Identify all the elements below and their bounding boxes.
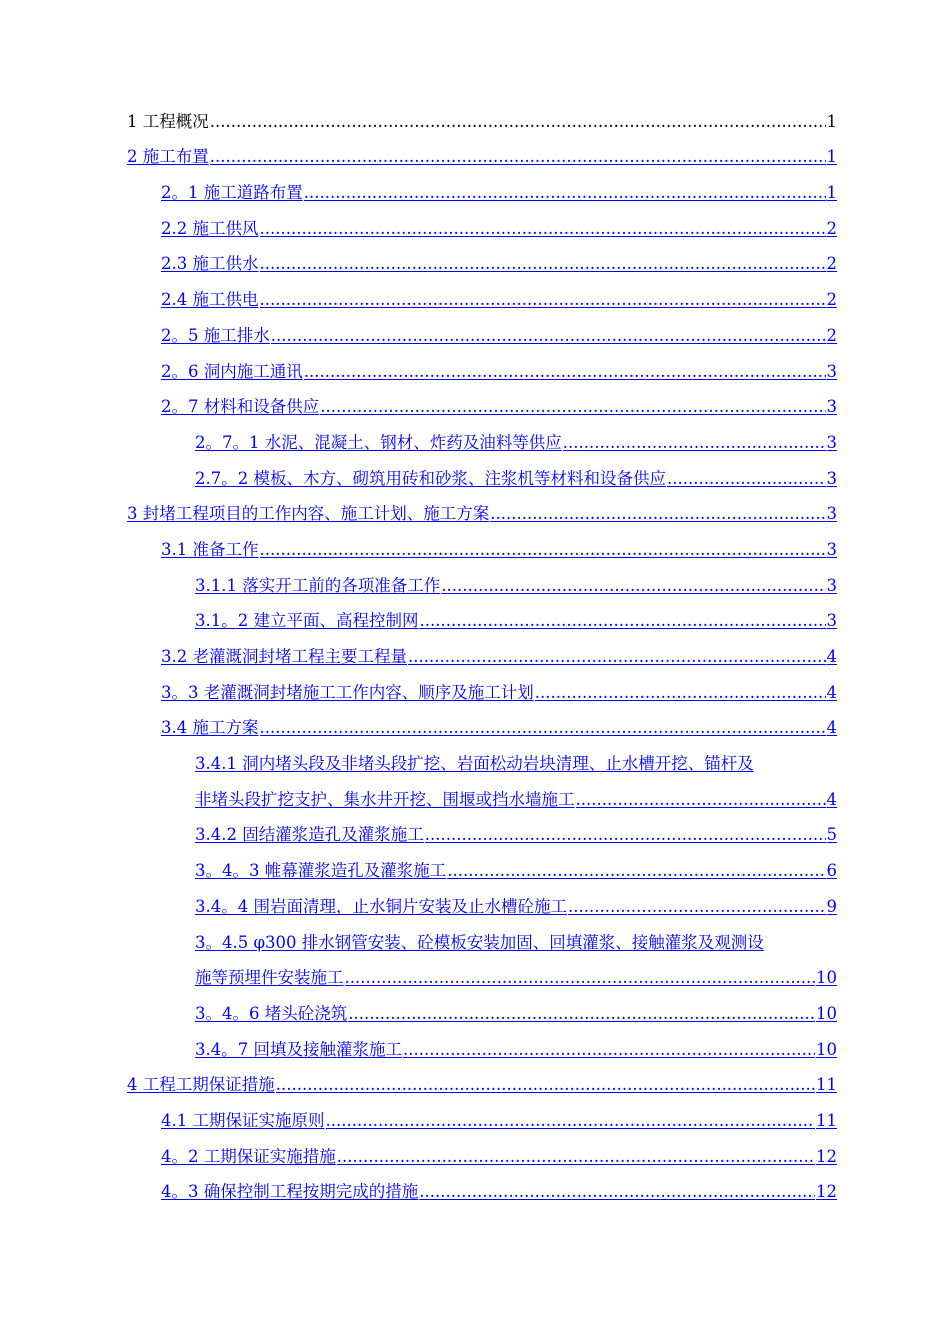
toc-page-number: 6 <box>826 861 837 881</box>
toc-page-number: 3 <box>826 504 837 524</box>
toc-page-number: 11 <box>816 1075 837 1095</box>
toc-page-number: 4 <box>826 718 837 738</box>
toc-entry-3-4-2[interactable] <box>195 810 837 846</box>
toc-page-number: 3 <box>826 468 837 488</box>
toc-entry-4-2[interactable] <box>161 1131 837 1167</box>
toc-leader-dots <box>260 290 826 310</box>
toc-entry-title: 4。2 工期保证实施措施 <box>161 1146 336 1166</box>
toc-entry-title: 4.1 工期保证实施原则 <box>161 1110 325 1130</box>
toc-entry-3[interactable] <box>127 489 837 525</box>
toc-leader-dots <box>348 1004 815 1024</box>
toc-entry-title: 3.1 准备工作 <box>161 539 259 559</box>
toc-entry-4-1[interactable] <box>161 1095 837 1131</box>
toc-entry-title: 3。4。3 帷幕灌浆造孔及灌浆施工 <box>195 861 447 881</box>
toc-entry-title: 3.2 老灌溉洞封堵工程主要工程量 <box>161 647 407 666</box>
toc-entry-title: 2。1 施工道路布置 <box>161 183 303 203</box>
toc-entry-title: 2。7。1 水泥、混凝土、钢材、炸药及油料等供应 <box>195 432 562 452</box>
toc-page-number: 10 <box>816 968 837 988</box>
toc-entry-3-1-1[interactable] <box>195 560 837 596</box>
toc-leader-dots <box>276 1075 815 1095</box>
toc-entry-1 <box>127 96 837 132</box>
toc-entry-3-1[interactable] <box>161 524 837 560</box>
toc-entry-4[interactable] <box>127 1060 837 1096</box>
toc-leader-dots <box>260 540 826 560</box>
toc-entry-3-2[interactable] <box>161 631 837 667</box>
toc-leader-dots <box>563 433 826 453</box>
toc-page-number: 11 <box>816 1110 837 1130</box>
toc-entry-title: 2 施工布置 <box>127 147 209 167</box>
toc-page-number: 1 <box>826 147 837 167</box>
toc-page-number: 3 <box>826 432 837 452</box>
toc-leader-dots <box>337 1147 815 1167</box>
toc-entry-2-2[interactable] <box>161 203 837 239</box>
toc-page-number: 1 <box>826 183 837 203</box>
toc-entry-2-6[interactable] <box>161 346 837 382</box>
toc-page-number: 3 <box>826 539 837 559</box>
toc-page-number: 1 <box>826 111 837 131</box>
toc-page-number: 10 <box>816 1003 837 1023</box>
toc-entry-title: 2。7 材料和设备供应 <box>161 397 320 417</box>
toc-leader-dots <box>419 611 825 631</box>
toc-entry-2-1[interactable] <box>161 167 837 203</box>
toc-page-number: 2 <box>826 218 837 238</box>
toc-entry-title: 3。4。6 堵头砼浇筑 <box>195 1003 348 1023</box>
toc-entry-3-4-1a[interactable] <box>195 738 837 774</box>
toc-entry-title: 3.4 施工方案 <box>161 718 259 738</box>
toc-entry-4-3[interactable] <box>161 1167 837 1203</box>
toc-entry-2-7[interactable] <box>161 382 837 418</box>
toc-page-number: 5 <box>826 825 837 845</box>
toc-entry-title: 3。3 老灌溉洞封堵施工工作内容、顺序及施工计划 <box>161 682 534 702</box>
toc-entry-3-4-4[interactable] <box>195 881 837 917</box>
toc-entry-3-4-6[interactable] <box>195 988 837 1024</box>
toc-leader-dots <box>260 254 826 274</box>
toc-entry-title: 非堵头段扩挖支护、集水井开挖、围堰或挡水墙施工 <box>195 789 575 809</box>
toc-leader-dots <box>304 362 826 382</box>
toc-entry-3-4[interactable] <box>161 703 837 739</box>
toc-entry-2-5[interactable] <box>161 310 837 346</box>
toc-page-number: 4 <box>826 682 837 702</box>
toc-entry-title: 3。4.5 φ300 排水钢管安装、砼模板安装加固、回填灌浆、接触灌浆及观测设 <box>195 932 764 952</box>
toc-entry-title: 3.1。2 建立平面、高程控制网 <box>195 611 419 631</box>
toc-entry-title: 3.4。4 围岩面清理，止水铜片安装及止水槽砼施工 <box>195 896 567 916</box>
toc-entry-3-3[interactable] <box>161 667 837 703</box>
toc-leader-dots <box>425 825 826 845</box>
toc-page-number: 9 <box>826 896 837 916</box>
toc-entry-title: 2。6 洞内施工通讯 <box>161 361 303 381</box>
toc-leader-dots <box>345 968 816 988</box>
toc-entry-title: 施等预埋件安装施工 <box>195 968 344 988</box>
toc-entry-title: 2。5 施工排水 <box>161 325 270 345</box>
toc-page-number: 2 <box>826 290 837 310</box>
toc-entry-title: 3.1.1 落实开工前的各项准备工作 <box>195 575 441 595</box>
toc-leader-dots <box>304 183 826 203</box>
toc-entry-title: 3 封堵工程项目的工作内容、施工计划、施工方案 <box>127 504 490 524</box>
toc-entry-title: 4 工程工期保证措施 <box>127 1075 275 1095</box>
toc-page-number: 3 <box>826 575 837 595</box>
table-of-contents <box>0 96 950 1202</box>
toc-entry-2[interactable] <box>127 132 837 168</box>
toc-entry-2-7-1[interactable] <box>195 417 837 453</box>
toc-leader-dots <box>210 147 826 167</box>
toc-page-number: 4 <box>826 647 837 666</box>
toc-entry-3-4-1b[interactable] <box>195 774 837 810</box>
toc-leader-dots <box>441 576 825 596</box>
toc-page-number: 3 <box>826 397 837 417</box>
toc-leader-dots <box>535 683 826 703</box>
toc-page-number: 3 <box>826 611 837 631</box>
toc-leader-dots <box>260 718 826 738</box>
toc-entry-title: 2.7。2 模板、木方、砌筑用砖和砂浆、注浆机等材料和设备供应 <box>195 468 666 488</box>
toc-entry-3-4-7[interactable] <box>195 1024 837 1060</box>
toc-leader-dots <box>210 112 826 132</box>
toc-leader-dots <box>403 1040 815 1060</box>
toc-entry-title: 3.4.1 洞内堵头段及非堵头段扩挖、岩面松动岩块清理、止水槽开挖、锚杆及 <box>195 754 754 774</box>
toc-page-number: 4 <box>826 789 837 809</box>
toc-entry-title: 1 工程概况 <box>127 111 209 131</box>
toc-leader-dots <box>408 647 826 667</box>
toc-entry-3-1-2[interactable] <box>195 596 837 632</box>
toc-entry-2-3[interactable] <box>161 239 837 275</box>
toc-page-number: 10 <box>816 1039 837 1059</box>
toc-leader-dots <box>271 326 826 346</box>
toc-entry-title: 2.4 施工供电 <box>161 290 259 310</box>
toc-page-number: 2 <box>826 325 837 345</box>
toc-leader-dots <box>576 790 826 810</box>
toc-page-number: 12 <box>816 1182 837 1202</box>
toc-leader-dots <box>568 897 826 917</box>
toc-entry-2-7-2[interactable] <box>195 453 837 489</box>
toc-leader-dots <box>447 861 825 881</box>
toc-page-number: 2 <box>826 254 837 274</box>
toc-entry-title: 4。3 确保控制工程按期完成的措施 <box>161 1182 419 1202</box>
toc-page-number: 12 <box>816 1146 837 1166</box>
toc-leader-dots <box>260 219 826 239</box>
toc-leader-dots <box>419 1182 815 1202</box>
toc-entry-3-4-5a[interactable] <box>195 917 837 953</box>
toc-entry-3-4-3[interactable] <box>195 845 837 881</box>
toc-entry-2-4[interactable] <box>161 274 837 310</box>
toc-leader-dots <box>326 1111 816 1131</box>
toc-page-number: 3 <box>826 361 837 381</box>
toc-entry-title: 3.4。7 回填及接触灌浆施工 <box>195 1039 402 1059</box>
toc-leader-dots <box>320 397 825 417</box>
toc-entry-title: 2.3 施工供水 <box>161 254 259 274</box>
toc-entry-title: 3.4.2 固结灌浆造孔及灌浆施工 <box>195 825 424 845</box>
toc-entry-title: 2.2 施工供风 <box>161 218 259 238</box>
toc-entry-3-4-5b[interactable] <box>195 953 837 989</box>
toc-leader-dots <box>667 469 826 489</box>
toc-leader-dots <box>490 504 825 524</box>
